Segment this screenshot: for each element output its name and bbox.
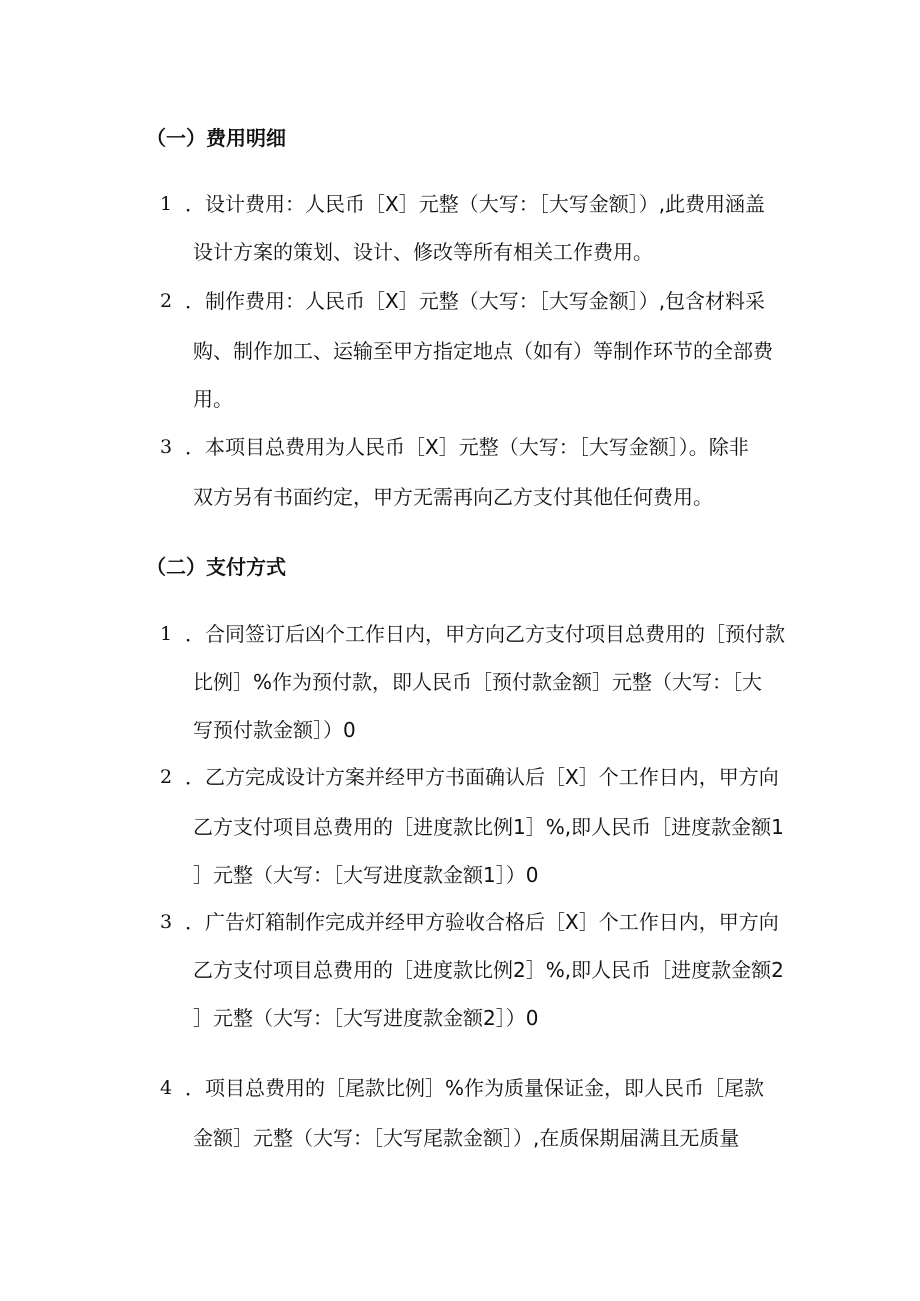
item-text-line: ．乙方完成设计方案并经甲方书面确认后［X］个工作日内，甲方向	[185, 765, 779, 789]
item-number: 2	[160, 766, 173, 788]
item-text-line: 设计方案的策划、设计、修改等所有相关工作费用。	[193, 240, 653, 264]
item-text-line: ．制作费用：人民币［X］元整（大写：［大写金额］）,包含材料采	[185, 289, 766, 313]
item-text-line: 用。	[193, 387, 233, 411]
item-text-line: 乙方支付项目总费用的［进度款比例2］%,即人民币［进度款金额2	[193, 958, 784, 982]
item-number: 2	[160, 290, 173, 312]
item-number: 1	[160, 193, 173, 215]
item-number: 1	[160, 623, 173, 645]
item-text-line: ］元整（大写：［大写进度款金额2］）0	[193, 1006, 539, 1030]
item-text-line: ．项目总费用的［尾款比例］%作为质量保证金，即人民币［尾款	[185, 1076, 765, 1100]
item-text-line: ．广告灯箱制作完成并经甲方验收合格后［X］个工作日内，甲方向	[185, 910, 779, 934]
item-number: 3	[160, 911, 173, 933]
item-text-line: 金额］元整（大写：［大写尾款金额］）,在质保期届满且无质量	[193, 1126, 740, 1150]
section-heading-payment-method: （二）支付方式	[146, 555, 286, 579]
item-text-line: 乙方支付项目总费用的［进度款比例1］%,即人民币［进度款金额1	[193, 815, 784, 839]
item-text-line: ．本项目总费用为人民币［X］元整（大写：［大写金额］）。除非	[185, 435, 749, 459]
item-text-line: 比例］%作为预付款，即人民币［预付款金额］元整（大写：［大	[193, 670, 763, 694]
item-number: 4	[160, 1077, 173, 1099]
item-text-line: ．设计费用：人民币［X］元整（大写：［大写金额］）,此费用涵盖	[185, 192, 766, 216]
item-text-line: 双方另有书面约定，甲方无需再向乙方支付其他任何费用。	[193, 485, 713, 509]
item-text-line: 购、制作加工、运输至甲方指定地点（如有）等制作环节的全部费	[193, 339, 773, 363]
section-heading-fee-details: （一）费用明细	[146, 126, 286, 150]
item-text-line: ］元整（大写：［大写进度款金额1］）0	[193, 863, 539, 887]
item-text-line: ．合同签订后凶个工作日内，甲方向乙方支付项目总费用的［预付款	[185, 622, 785, 646]
item-text-line: 写预付款金额］）0	[193, 718, 356, 742]
item-number: 3	[160, 436, 173, 458]
